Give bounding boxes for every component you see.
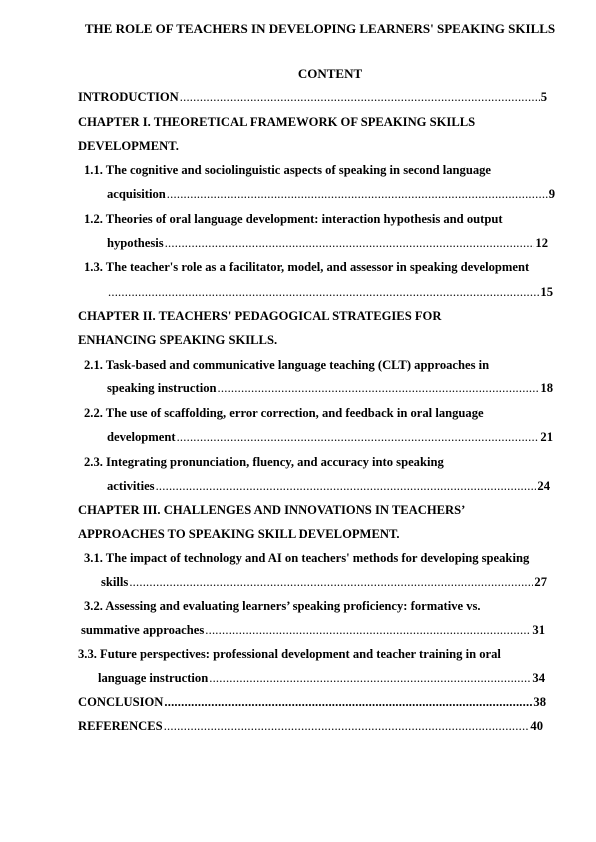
toc-section-1-3-line-1: 1.3. The teacher's role as a facilitator, model, and assessor in speaking development bbox=[84, 260, 530, 274]
toc-entry-section-1-1[interactable] bbox=[107, 186, 555, 202]
dot-leader bbox=[165, 235, 535, 251]
toc-chapter-2-line-1: CHAPTER II. TEACHERS' PEDAGOGICAL STRATEGIES FOR bbox=[78, 309, 442, 323]
toc-entry-section-2-2[interactable] bbox=[107, 429, 553, 445]
toc-entry-section-3-3[interactable] bbox=[98, 670, 545, 686]
toc-section-1-2-line-1: 1.2. Theories of oral language development: interaction hypothesis and output bbox=[84, 212, 503, 226]
dot-leader bbox=[205, 622, 531, 638]
toc-section-3-2-line-1: 3.2. Assessing and evaluating learners’ speaking proficiency: formative vs. bbox=[84, 599, 481, 613]
toc-section-2-2-line-1: 2.2. The use of scaffolding, error correction, and feedback in oral language bbox=[84, 406, 484, 420]
toc-entry-section-1-3[interactable] bbox=[107, 284, 553, 300]
toc-page-number: 27 bbox=[534, 575, 547, 589]
toc-entry-section-3-2[interactable] bbox=[81, 622, 545, 638]
toc-entry-section-2-3[interactable] bbox=[107, 478, 550, 494]
toc-page-number: 40 bbox=[530, 719, 543, 733]
toc-chapter-3-line-1: CHAPTER III. CHALLENGES AND INNOVATIONS IN TEACHERS’ bbox=[78, 503, 466, 517]
toc-chapter-3-line-2: APPROACHES TO SPEAKING SKILL DEVELOPMENT. bbox=[78, 527, 400, 541]
dot-leader bbox=[164, 718, 530, 734]
toc-entry-label: development bbox=[107, 430, 176, 444]
toc-chapter-1-line-2: DEVELOPMENT. bbox=[78, 139, 179, 153]
dot-leader bbox=[108, 284, 539, 300]
toc-entry-label: activities bbox=[107, 479, 155, 493]
toc-page-number: 9 bbox=[548, 187, 555, 201]
toc-entry-label: summative approaches bbox=[81, 623, 205, 637]
toc-entry-references[interactable] bbox=[78, 718, 543, 734]
toc-entry-label: language instruction bbox=[98, 671, 209, 685]
toc-entry-label: CONCLUSION bbox=[78, 695, 164, 709]
toc-entry-label: skills bbox=[101, 575, 129, 589]
dot-leader bbox=[167, 186, 548, 202]
dot-leader bbox=[156, 478, 537, 494]
toc-page-number: 31 bbox=[532, 623, 545, 637]
toc-page-number: 24 bbox=[537, 479, 550, 493]
toc-chapter-1-line-1: CHAPTER I. THEORETICAL FRAMEWORK OF SPEAKING SKILLS bbox=[78, 115, 476, 129]
toc-page-number: 5 bbox=[540, 90, 547, 104]
toc-section-2-3-line-1: 2.3. Integrating pronunciation, fluency, and accuracy into speaking bbox=[84, 455, 444, 469]
toc-page-number: 15 bbox=[540, 285, 553, 299]
toc-entry-section-2-1[interactable] bbox=[107, 380, 553, 396]
document-title: THE ROLE OF TEACHERS IN DEVELOPING LEARNERS' SPEAKING SKILLS bbox=[84, 21, 556, 36]
toc-entry-label: speaking instruction bbox=[107, 381, 217, 395]
content-heading: CONTENT bbox=[297, 66, 363, 81]
toc-section-2-1-line-1: 2.1. Task-based and communicative language teaching (CLT) approaches in bbox=[84, 358, 490, 372]
dot-leader bbox=[129, 574, 533, 590]
dot-leader bbox=[177, 429, 540, 445]
toc-section-3-1-line-1: 3.1. The impact of technology and AI on teachers' methods for developing speaking bbox=[84, 551, 530, 565]
toc-page-number: 12 bbox=[535, 236, 548, 250]
toc-page-number: 38 bbox=[533, 695, 546, 709]
dot-leader bbox=[180, 89, 540, 105]
dot-leader bbox=[218, 380, 540, 396]
toc-section-3-3-line-1: 3.3. Future perspectives: professional development and teacher training in oral bbox=[78, 647, 501, 661]
dot-leader bbox=[164, 694, 532, 710]
toc-page-number: 21 bbox=[540, 430, 553, 444]
toc-entry-label: acquisition bbox=[107, 187, 166, 201]
toc-page-number: 34 bbox=[532, 671, 545, 685]
dot-leader bbox=[209, 670, 531, 686]
toc-entry-section-1-2[interactable] bbox=[107, 235, 548, 251]
toc-entry-conclusion[interactable] bbox=[78, 694, 546, 710]
toc-section-1-1-line-1: 1.1. The cognitive and sociolinguistic aspects of speaking in second language bbox=[84, 163, 492, 177]
toc-page-number: 18 bbox=[540, 381, 553, 395]
toc-entry-introduction[interactable] bbox=[78, 89, 547, 105]
toc-entry-section-3-1[interactable] bbox=[101, 574, 547, 590]
toc-chapter-2-line-2: ENHANCING SPEAKING SKILLS. bbox=[78, 333, 278, 347]
toc-entry-label: hypothesis bbox=[107, 236, 164, 250]
toc-entry-label: INTRODUCTION bbox=[78, 90, 179, 104]
toc-entry-label: REFERENCES bbox=[78, 719, 163, 733]
